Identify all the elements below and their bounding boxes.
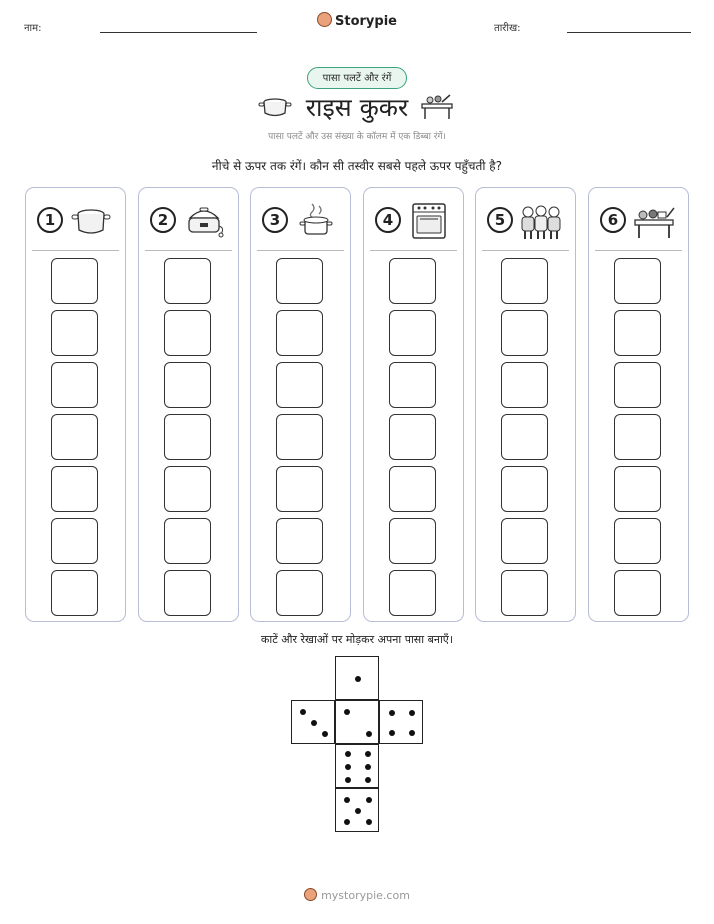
die-pip xyxy=(355,676,361,682)
color-box[interactable] xyxy=(164,570,211,616)
column-1 xyxy=(25,187,126,622)
footer-url: mystorypie.com xyxy=(321,889,410,902)
die-face-6 xyxy=(335,744,379,788)
die-pip xyxy=(365,751,371,757)
die-pip xyxy=(366,731,372,737)
color-box[interactable] xyxy=(164,310,211,356)
color-box[interactable] xyxy=(51,466,98,512)
column-6 xyxy=(588,187,689,622)
color-box[interactable] xyxy=(389,466,436,512)
die-face-3 xyxy=(291,700,335,744)
column-4 xyxy=(363,187,464,622)
die-pip xyxy=(344,819,350,825)
die-pip xyxy=(345,777,351,783)
column-number: 3 xyxy=(262,207,288,233)
column-divider xyxy=(32,250,119,251)
family-icon xyxy=(518,200,564,240)
pot-icon xyxy=(68,200,114,240)
kitchen-table-icon xyxy=(420,92,454,120)
die-face-4 xyxy=(379,700,423,744)
die-face-2 xyxy=(335,700,379,744)
die-pip xyxy=(311,720,317,726)
die-face-1 xyxy=(335,656,379,700)
rice-cooker-icon xyxy=(181,200,227,240)
column-number: 4 xyxy=(375,207,401,233)
color-box[interactable] xyxy=(389,258,436,304)
cut-instruction: काटें और रेखाओं पर मोड़कर अपना पासा बनाएँ। xyxy=(260,633,454,646)
subtitle: पासा पलटें और उस संख्या के कॉलम में एक डिब्बा रंगें। xyxy=(268,132,446,142)
color-box[interactable] xyxy=(614,362,661,408)
brand-name: Storypie xyxy=(335,14,397,29)
color-box[interactable] xyxy=(389,414,436,460)
column-divider xyxy=(145,250,232,251)
page-title: राइस कुकर xyxy=(305,93,409,122)
die-pip xyxy=(344,709,350,715)
color-box[interactable] xyxy=(51,258,98,304)
color-box[interactable] xyxy=(501,414,548,460)
color-box[interactable] xyxy=(614,414,661,460)
color-box[interactable] xyxy=(276,414,323,460)
activity-badge: पासा पलटें और रंगें xyxy=(307,67,407,89)
column-3 xyxy=(250,187,351,622)
color-box[interactable] xyxy=(164,466,211,512)
color-box[interactable] xyxy=(501,518,548,564)
die-pip xyxy=(300,709,306,715)
color-box[interactable] xyxy=(164,414,211,460)
color-box[interactable] xyxy=(51,310,98,356)
column-divider xyxy=(257,250,344,251)
footer xyxy=(0,888,714,902)
die-pip xyxy=(355,808,361,814)
steaming-pot-icon xyxy=(293,200,339,240)
column-divider xyxy=(595,250,682,251)
color-box[interactable] xyxy=(389,518,436,564)
die-pip xyxy=(409,710,415,716)
color-box[interactable] xyxy=(276,570,323,616)
color-box[interactable] xyxy=(614,570,661,616)
die-pip xyxy=(365,777,371,783)
column-divider xyxy=(370,250,457,251)
color-box[interactable] xyxy=(501,258,548,304)
date-label: तारीख: xyxy=(494,23,521,34)
color-box[interactable] xyxy=(164,518,211,564)
die-pip xyxy=(366,797,372,803)
die-pip xyxy=(344,797,350,803)
column-number: 6 xyxy=(600,207,626,233)
color-box[interactable] xyxy=(389,570,436,616)
color-box[interactable] xyxy=(276,518,323,564)
color-box[interactable] xyxy=(51,414,98,460)
column-divider xyxy=(482,250,569,251)
color-box[interactable] xyxy=(614,258,661,304)
die-pip xyxy=(366,819,372,825)
column-2 xyxy=(138,187,239,622)
die-pip xyxy=(345,764,351,770)
date-line[interactable] xyxy=(567,32,691,33)
color-box[interactable] xyxy=(51,362,98,408)
color-box[interactable] xyxy=(389,310,436,356)
color-box[interactable] xyxy=(501,570,548,616)
color-box[interactable] xyxy=(614,310,661,356)
color-box[interactable] xyxy=(614,518,661,564)
color-box[interactable] xyxy=(276,466,323,512)
bear-icon xyxy=(317,12,332,27)
instruction-text: नीचे से ऊपर तक रंगें। कौन सी तस्वीर सबसे पहले ऊपर पहुँचती है? xyxy=(211,159,503,173)
column-number: 1 xyxy=(37,207,63,233)
color-box[interactable] xyxy=(276,362,323,408)
column-number: 5 xyxy=(487,207,513,233)
oven-stove-icon xyxy=(406,200,452,240)
color-box[interactable] xyxy=(51,570,98,616)
column-5 xyxy=(475,187,576,622)
die-pip xyxy=(345,751,351,757)
die-pip xyxy=(389,710,395,716)
name-line[interactable] xyxy=(100,32,257,33)
die-pip xyxy=(389,730,395,736)
color-box[interactable] xyxy=(164,362,211,408)
die-pip xyxy=(365,764,371,770)
color-box[interactable] xyxy=(501,466,548,512)
bear-icon xyxy=(304,888,317,901)
color-box[interactable] xyxy=(501,310,548,356)
color-box[interactable] xyxy=(276,310,323,356)
die-pip xyxy=(322,731,328,737)
die-face-5 xyxy=(335,788,379,832)
color-box[interactable] xyxy=(51,518,98,564)
color-box[interactable] xyxy=(276,258,323,304)
color-box[interactable] xyxy=(614,466,661,512)
column-number: 2 xyxy=(150,207,176,233)
color-box[interactable] xyxy=(164,258,211,304)
die-pip xyxy=(409,730,415,736)
color-box[interactable] xyxy=(501,362,548,408)
name-label: नाम: xyxy=(24,23,42,34)
kitchen-table-icon xyxy=(631,200,677,240)
brand-logo xyxy=(0,12,714,29)
color-box[interactable] xyxy=(389,362,436,408)
